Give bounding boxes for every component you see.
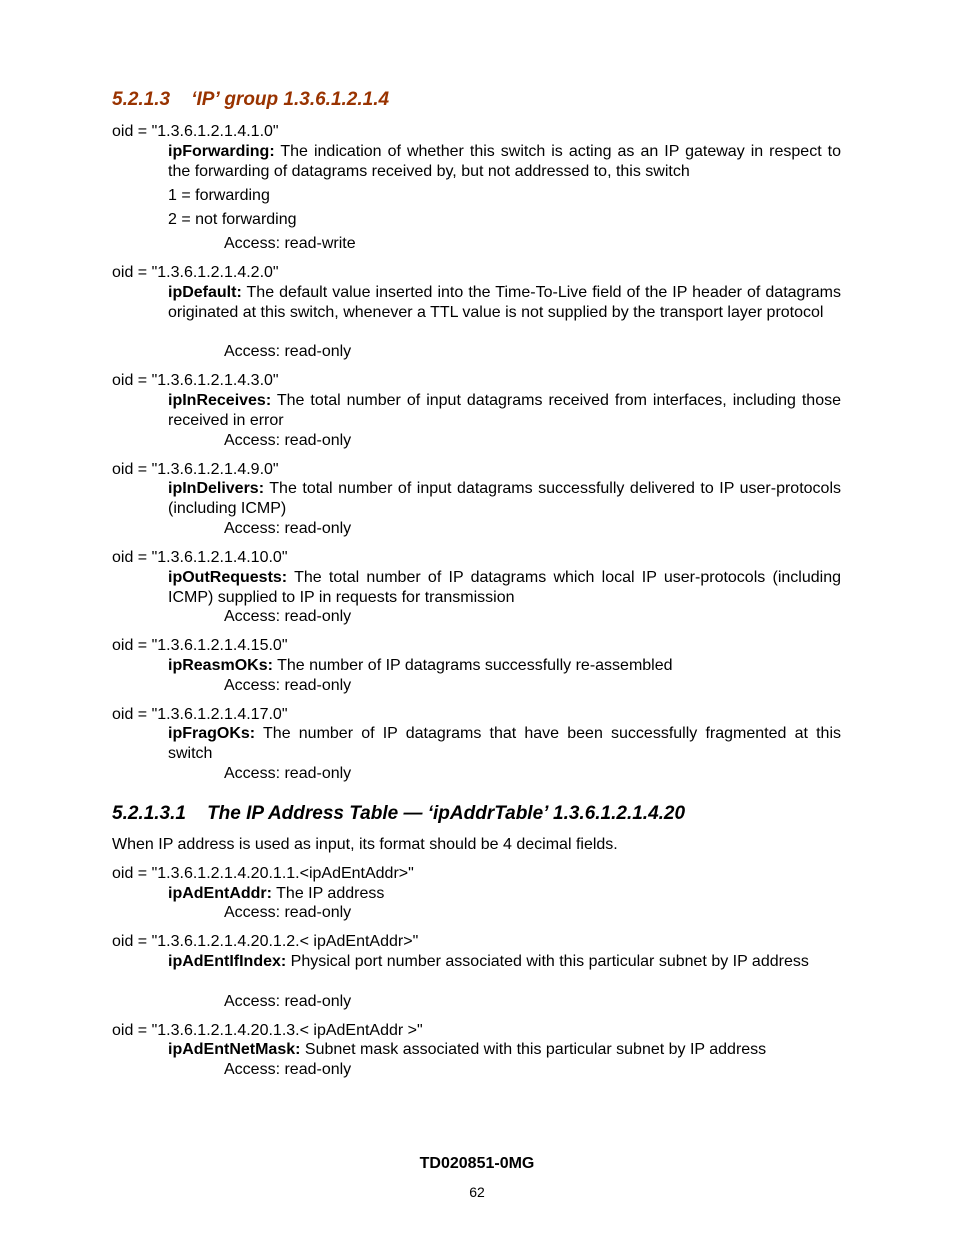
access-line: Access: read-only [224, 520, 352, 537]
entry-description [168, 479, 841, 519]
entry-description [168, 568, 841, 608]
entry-text: The total number of IP datagrams which local IP user-protocols (including ICMP) supplied to IP in requests for transmission [168, 569, 841, 606]
access-line: Access: read-only [224, 432, 352, 449]
section-heading [112, 89, 389, 111]
page-number: 62 [469, 1184, 485, 1200]
oid-line: oid = "1.3.6.1.2.1.4.10.0" [112, 549, 288, 566]
entry-text: The indication of whether this switch is acting as an IP gateway in respect to the forwarding of datagrams received by, but not addressed to, this switch [168, 143, 841, 180]
entry-text: The number of IP datagrams successfully re-assembled [272, 657, 673, 674]
oid-line: oid = "1.3.6.1.2.1.4.20.1.3.< ipAdEntAddr >" [112, 1022, 423, 1039]
entry-description [168, 656, 841, 676]
subsection-number: 5.2.1.3.1 [112, 803, 186, 824]
document-id: TD020851-0MG [419, 1155, 535, 1172]
entry-name: ipReasmOKs: [168, 657, 273, 674]
entry-description [168, 724, 841, 764]
section-number: 5.2.1.3 [112, 89, 171, 110]
oid-line: oid = "1.3.6.1.2.1.4.20.1.1.<ipAdEntAddr>" [112, 865, 414, 882]
subsection-title: The IP Address Table — ‘ipAddrTable’ 1.3.6.1.2.1.4.20 [207, 803, 686, 824]
section-title: ‘IP’ group 1.3.6.1.2.1.4 [191, 89, 390, 110]
oid-line: oid = "1.3.6.1.2.1.4.3.0" [112, 372, 279, 389]
entry-name: ipForwarding: [168, 143, 275, 160]
entry-name: ipAdEntNetMask: [168, 1041, 301, 1058]
entry-name: ipDefault: [168, 284, 242, 301]
entry-description [168, 391, 841, 431]
entry-name: ipOutRequests: [168, 569, 288, 586]
oid-line: oid = "1.3.6.1.2.1.4.1.0" [112, 123, 279, 140]
entry-description [168, 952, 841, 972]
access-line: Access: read-only [224, 765, 352, 782]
value-item: 1 = forwarding [168, 187, 270, 204]
value-item: 2 = not forwarding [168, 211, 297, 228]
entry-text: Physical port number associated with this particular subnet by IP address [286, 953, 809, 970]
entry-name: ipAdEntIfIndex: [168, 953, 287, 970]
subsection-heading [112, 803, 685, 825]
access-line: Access: read-only [224, 993, 352, 1010]
entry-text: The IP address [271, 885, 385, 902]
entry-description [168, 884, 841, 904]
access-line: Access: read-only [224, 677, 352, 694]
entry-name: ipInReceives: [168, 392, 272, 409]
entry-name: ipAdEntAddr: [168, 885, 272, 902]
oid-line: oid = "1.3.6.1.2.1.4.9.0" [112, 461, 279, 478]
entry-description [168, 142, 841, 182]
entry-name: ipFragOKs: [168, 725, 256, 742]
entry-text: The number of IP datagrams that have been successfully fragmented at this switch [168, 725, 841, 762]
entry-text: The default value inserted into the Time-To-Live field of the IP header of datagrams originated at this switch, whenever a TTL value is not supplied by the transport layer protocol [168, 284, 841, 321]
entry-text: The total number of input datagrams successfully delivered to IP user-protocols (including ICMP) [168, 480, 841, 517]
entry-text: The total number of input datagrams received from interfaces, including those received in error [168, 392, 841, 429]
oid-line: oid = "1.3.6.1.2.1.4.17.0" [112, 706, 288, 723]
access-line: Access: read-only [224, 904, 352, 921]
access-line: Access: read-write [224, 235, 356, 252]
entry-description [168, 283, 841, 323]
oid-line: oid = "1.3.6.1.2.1.4.15.0" [112, 637, 288, 654]
oid-line: oid = "1.3.6.1.2.1.4.20.1.2.< ipAdEntAddr>" [112, 933, 419, 950]
entry-text: Subnet mask associated with this particular subnet by IP address [300, 1041, 767, 1058]
access-line: Access: read-only [224, 608, 352, 625]
access-line: Access: read-only [224, 1061, 352, 1078]
entry-name: ipInDelivers: [168, 480, 265, 497]
access-line: Access: read-only [224, 343, 352, 360]
oid-line: oid = "1.3.6.1.2.1.4.2.0" [112, 264, 279, 281]
subsection-intro: When IP address is used as input, its format should be 4 decimal fields. [112, 836, 618, 853]
entry-description [168, 1040, 841, 1060]
